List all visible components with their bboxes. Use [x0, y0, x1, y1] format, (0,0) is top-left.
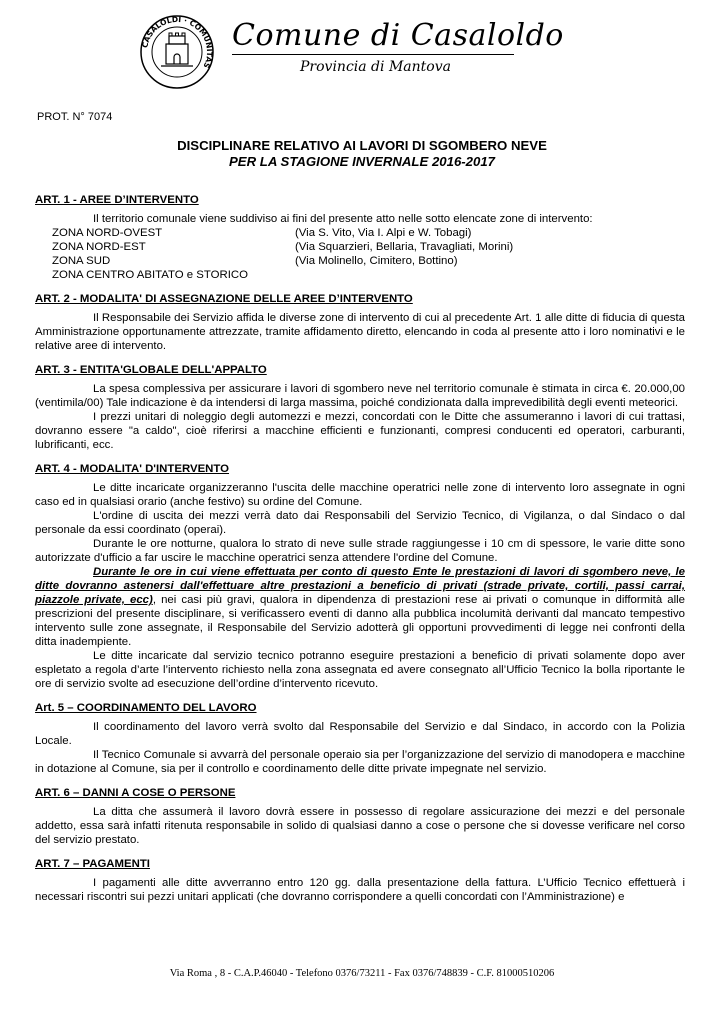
art3-paragraph-2: I prezzi unitari di noleggio degli automezzi e mezzi, concordati con le Ditte che assumeranno i lavori di cui trattasi, dovranno essere "a caldo", cioè riferirsi a macchine efficienti e funzionanti, compresi conducenti ed operatori, carburanti, lubrificanti, ecc.	[35, 411, 685, 451]
art4-paragraph-5: Le ditte incaricate dal servizio tecnico potranno eseguire prestazioni a beneficio di privati solamente dopo aver espletato a regola d’arte l’intervento richiesto nella zona assegnata ed avere consegnato all’Ufficio Tecnico la bolla riportante le ore di servizio svolte ad esecuzione dell’ordine d’intervento ricevuto.	[35, 650, 685, 690]
zone-row	[35, 226, 685, 240]
zone-streets: (Via Squarzieri, Bellaria, Travagliati, Morini)	[295, 241, 514, 253]
zone-list	[35, 226, 685, 282]
zone-row	[35, 268, 685, 282]
art5-paragraph-1: Il coordinamento del lavoro verrà svolto dal Responsabile del Servizio e dal Sindaco, in accordo con la Polizia Locale.	[35, 721, 685, 747]
art5-paragraph-2: Il Tecnico Comunale si avvarrà del personale operaio sia per l’organizzazione del servizio di manodopera e macchine in dotazione al Comune, sia per il controllo e coordinamento delle ditte private impegnate nel servizio.	[35, 749, 685, 775]
title-rule	[232, 54, 514, 55]
zone-name: ZONA NORD-EST	[52, 241, 146, 253]
art6-paragraph: La ditta che assumerà il lavoro dovrà essere in possesso di regolare assicurazione dei mezzi e del personale addetto, essa sarà infatti ritenuta responsabile in solido di qualsiasi danno a cose o persone che si dovesse verificare nel corso del servizio prestato.	[35, 806, 685, 846]
art1-intro: Il territorio comunale viene suddiviso ai fini del presente atto nelle sotto elencate zone di intervento:	[93, 213, 593, 225]
art4-paragraph-4-rest: , nei casi più gravi, qualora in dipendenza di prestazioni rese ai privati o comunque in difformità alle prescrizioni del presente disciplinare, si verificassero eventi di danno alla pubblica incolumità derivanti dal mancato tempestivo intervento sulle zone assegnate, il Responsabile del Servizio adotterà gli opportuni provvedimenti di legge nei confronti della ditta inadempiente.	[35, 594, 685, 648]
art4-paragraph-4	[35, 565, 685, 649]
title-line-1: DISCIPLINARE RELATIVO AI LAVORI DI SGOMBERO NEVE	[177, 138, 547, 153]
art4-paragraph-2: L'ordine di uscita dei mezzi verrà dato dai Responsabili del Servizio Tecnico, di Vigilanza, o dal Sindaco o dal personale da essi coordinato (operai).	[35, 510, 685, 536]
zone-row	[35, 254, 685, 268]
protocol-number: PROT. N° 7074	[37, 111, 113, 123]
art5-heading: Art. 5 – COORDINAMENTO DEL LAVORO	[35, 702, 257, 714]
art6-heading: ART. 6 – DANNI A COSE O PERSONE	[35, 787, 236, 799]
zone-name: ZONA SUD	[52, 255, 111, 267]
municipal-seal-logo	[139, 14, 215, 90]
letterhead	[0, 0, 724, 100]
art2-paragraph: Il Responsabile dei Servizio affida le diverse zone di intervento di cui al precedente Art. 1 alle ditte di fiducia di questa Amministrazione opportunamente attrezzate, tramite affidamento diretto, elencando in coda al presente atto i loro nominativi e le relative aree di intervento.	[35, 312, 685, 352]
zone-streets: (Via Molinello, Cimitero, Bottino)	[295, 255, 458, 267]
svg-text:CASALOLDI · COMUNITAS: CASALOLDI · COMUNITAS	[140, 14, 215, 70]
art3-paragraph-1: La spesa complessiva per assicurare i lavori di sgombero neve nel territorio comunale è stimata in circa €. 20.000,00 (ventimila/00) Tale indicazione è da intendersi di larga massima, poiché condizionata dalla imprevedibilità degli eventi meteorici.	[35, 383, 685, 409]
art4-heading: ART. 4 - MODALITA' D'INTERVENTO	[35, 463, 230, 475]
zone-streets: (Via S. Vito, Via I. Alpi e W. Tobagi)	[295, 227, 472, 239]
zone-name: ZONA NORD-OVEST	[52, 227, 163, 239]
art4-emphasis: Durante le ore in cui viene effettuata per conto di questo Ente le prestazioni di lavori di sgombero neve, le ditte dovranno astenersi dall'effettuare altre prestazioni a beneficio di privati (strade private, cortili, passi carrai, piazzole private, ecc)	[35, 566, 685, 606]
art3-heading: ART. 3 - ENTITA'GLOBALE DELL'APPALTO	[35, 364, 267, 376]
title-line-2: PER LA STAGIONE INVERNALE 2016-2017	[228, 154, 496, 169]
document-title	[0, 138, 724, 170]
art2-heading: ART. 2 - MODALITA' DI ASSEGNAZIONE DELLE AREE D’INTERVENTO	[35, 293, 413, 305]
art4-paragraph-1: Le ditte incaricate organizzeranno l'uscita delle macchine operatrici nelle zone di intervento loro assegnate in ogni caso ed in qualsiasi orario (anche festivo) su ordine del Comune.	[35, 482, 685, 508]
art7-paragraph: I pagamenti alle ditte avverranno entro 120 gg. dalla presentazione della fattura. L’Ufficio Tecnico effettuerà i necessari riscontri sui pezzi unitari applicati (che dovranno corrispondere a quelli concordati con l’Amministrazione) e	[35, 877, 685, 903]
zone-row	[35, 240, 685, 254]
province-name: Provincia di Mantova	[300, 59, 451, 75]
footer-address: Via Roma , 8 - C.A.P.46040 - Telefono 0376/73211 - Fax 0376/748839 - C.F. 81000510206	[169, 968, 555, 979]
art7-heading: ART. 7 – PAGAMENTI	[35, 858, 150, 870]
art4-paragraph-3: Durante le ore notturne, qualora lo strato di neve sulle strade raggiungesse i 10 cm di spessore, le varie ditte sono autorizzate d'ufficio a far uscire le macchine operatrici senza attendere l'ordine del Comune.	[35, 538, 685, 564]
municipality-name: Comune di Casaloldo	[232, 18, 564, 53]
art1-heading: ART. 1 - AREE D’INTERVENTO	[35, 194, 199, 206]
document-body	[35, 193, 685, 904]
zone-name: ZONA CENTRO ABITATO e STORICO	[52, 269, 248, 281]
